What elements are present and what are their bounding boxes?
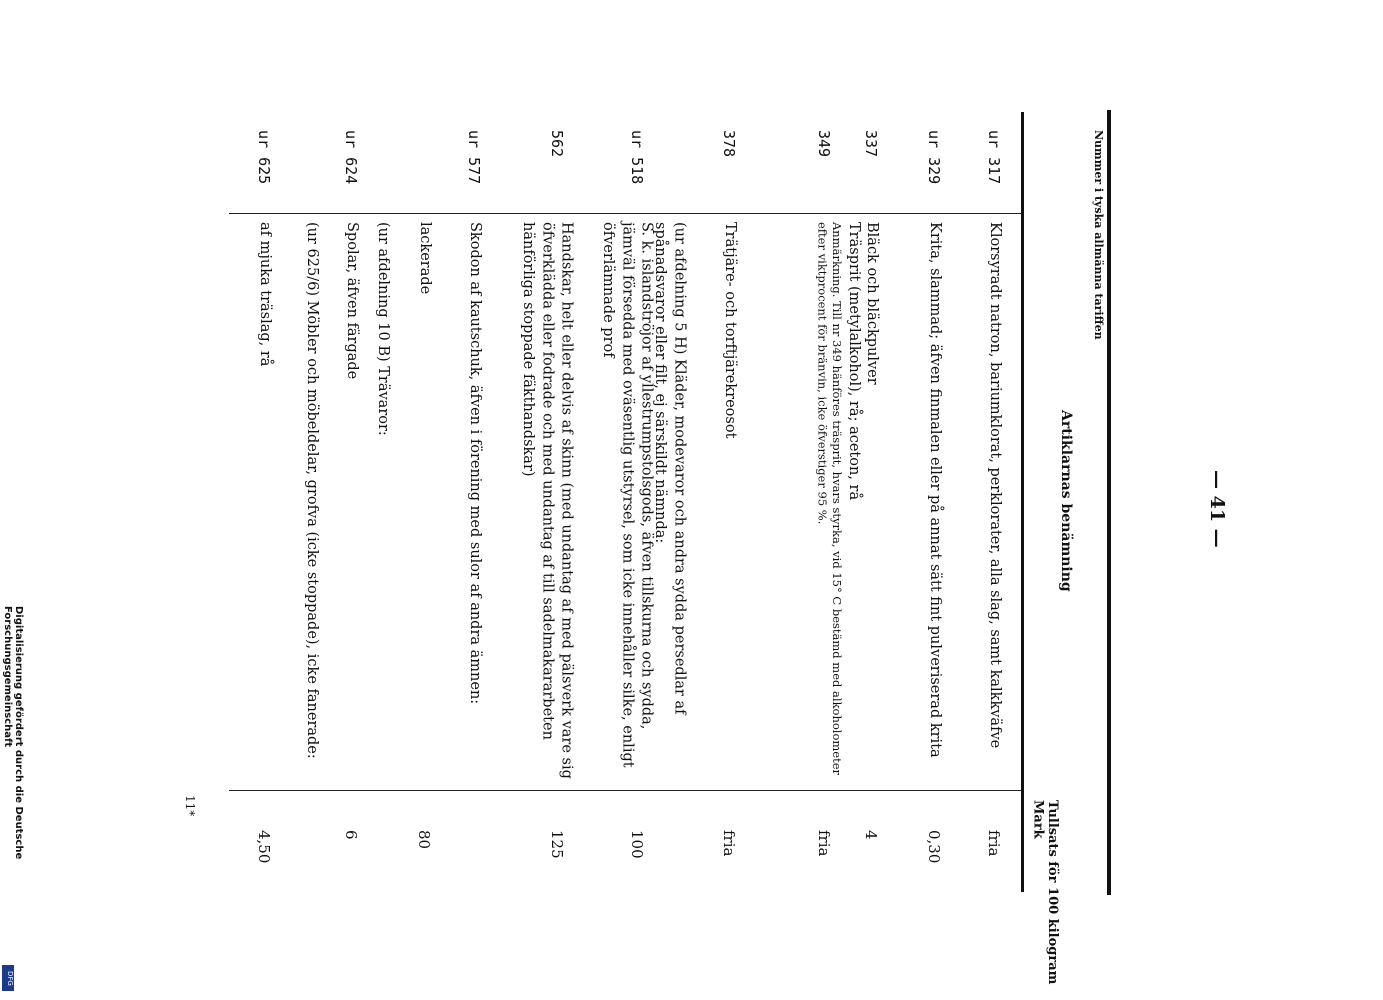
row-description — [255, 222, 274, 366]
row-description — [862, 222, 881, 385]
row-description — [598, 222, 655, 782]
row-rate: 80 — [415, 830, 433, 850]
row-description — [415, 222, 434, 294]
row-number: ur 329 — [925, 130, 943, 185]
digitization-note: Digitalisierung gefördert durch die Deutsche Forschungsgemeinschaft — [2, 606, 24, 860]
row-description-text: Handskar, helt eller delvis af skinn (med undantag af med pälsverk vare sig öfverklädda eller fodrade och med undantag af till sadelmakararbeten hänförliga stoppade fäkthandskar) — [520, 222, 575, 779]
row-description-text: Trätjäre- och torftjärekreosot — [722, 222, 739, 439]
row-description-text: S. k. islandströjor af yllestrumpstolsgods, äfven tillskurna och sydda, jämväl försedda med oväsentlig utstyrsel, som icke innehåller silke, enligt öfverlämnade prof — [600, 222, 655, 768]
row-description-text: (ur 625/6) Möbler och möbeldelar, grofva (icke stoppade), icke fanerade: — [304, 222, 321, 759]
row-description — [720, 222, 739, 438]
row-rate: 0,30 — [925, 830, 943, 864]
row-rate: 100 — [628, 830, 646, 859]
row-description-text: Träsprit (metylalkohol), rå; aceton, rå — [845, 222, 862, 501]
row-number: 349 — [815, 130, 833, 158]
header-number-column: Nummer i tyska allmänna tariffen — [1092, 130, 1105, 340]
row-number: 337 — [862, 130, 880, 158]
header-rate-column: Tullsats för 100 kilogram Mark — [1030, 800, 1061, 985]
row-description — [373, 222, 392, 436]
row-description-text: Bläck och bläckpulver — [864, 222, 881, 385]
row-rate: 6 — [342, 830, 360, 840]
row-description-text: af mjuka träslag, rå — [257, 222, 274, 367]
row-description — [302, 222, 321, 759]
row-description-text: Krita, slammad; äfven finmalen eller på annat sätt fint pulveriserad krita — [927, 222, 944, 758]
header-description-column: Artiklarnas benämning — [1058, 410, 1074, 592]
row-description-text: (ur afdelning 10 B) Trävaror: — [375, 222, 392, 436]
row-description-text: Klorsyradt natron, bariumklorat, perklorater, alla slag, samt kalkkväfve — [987, 222, 1004, 749]
row-number: ur 624 — [342, 130, 360, 185]
row-rate: fria — [985, 830, 1003, 857]
row-description-text: lackerade — [417, 222, 434, 295]
row-description — [342, 222, 361, 379]
page-footer-mark: 11* — [183, 795, 197, 817]
row-description — [650, 222, 688, 782]
row-rate: fria — [815, 830, 833, 857]
header-rule — [1021, 112, 1024, 892]
row-description-text: Skodon af kautschuk, äfven i förening med sulor af andra ämnen: — [467, 222, 484, 705]
dfg-logo: DFG — [2, 965, 14, 991]
column-rule-2 — [229, 790, 1021, 791]
row-rate: fria — [720, 830, 738, 857]
row-number: ur 625 — [255, 130, 273, 185]
row-rate: 4,50 — [255, 830, 273, 864]
row-number: ur 577 — [465, 130, 483, 185]
row-rate: 4 — [862, 830, 880, 840]
row-description-text: Spolar, äfven färgade — [344, 222, 361, 380]
row-number: 378 — [720, 130, 738, 158]
row-description — [518, 222, 575, 782]
row-description-text: (ur afdelning 5 H) Kläder, modevaror och andra sydda persedlar af spånadsvaror eller filt, ej särskildt nämnda: — [652, 222, 688, 715]
row-number: ur 317 — [985, 130, 1003, 185]
page-number: — 41 — — [1206, 470, 1228, 548]
row-description — [925, 222, 944, 758]
row-number: ur 518 — [628, 130, 646, 185]
row-number: 562 — [548, 130, 566, 158]
row-description — [465, 222, 484, 704]
row-description — [815, 222, 863, 782]
row-description — [985, 222, 1004, 748]
row-rate: 125 — [548, 830, 566, 859]
column-rule-1 — [229, 213, 1021, 214]
row-note: Anmärkning. Till nr 349 hänföres träsprit, hvars styrka, vid 15° C bestämd med alkoholometer efter viktprocent för bränvin, icke öfverstiger 95 %. — [815, 222, 844, 776]
table-top-rule — [1107, 110, 1111, 895]
